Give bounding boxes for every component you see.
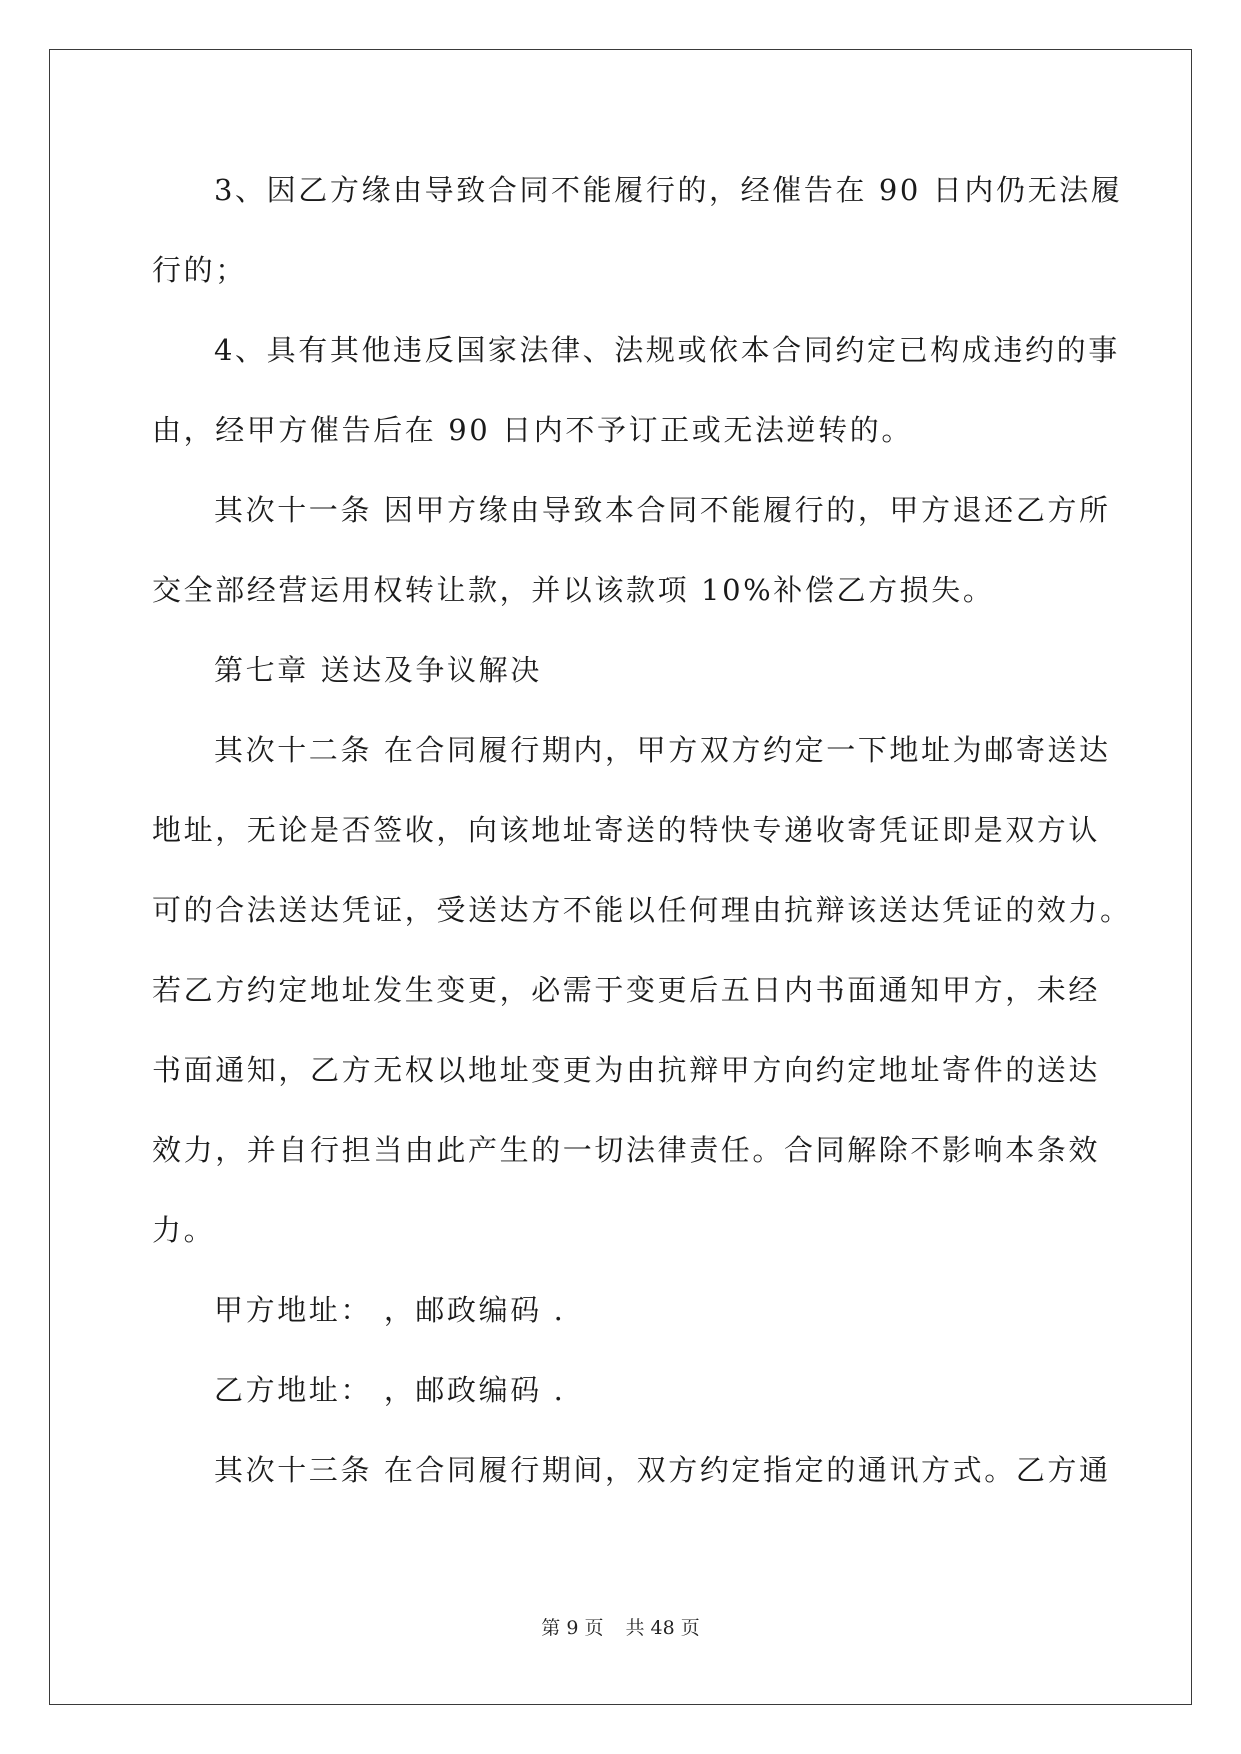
text-line: 行的； xyxy=(152,253,247,287)
party-b-address: 乙方地址： ，邮政编码 . xyxy=(214,1373,566,1407)
text-line: 其次十三条 在合同履行期间，双方约定指定的通讯方式。乙方通 xyxy=(214,1453,1111,1487)
text-line: 地址，无论是否签收，向该地址寄送的特快专递收寄凭证即是双方认 xyxy=(152,813,1101,847)
chapter-heading: 第七章 送达及争议解决 xyxy=(214,653,542,687)
text-line: 力。 xyxy=(152,1213,216,1247)
text-line: 可的合法送达凭证，受送达方不能以任何理由抗辩该送达凭证的效力。 xyxy=(152,893,1132,927)
text-line: 其次十一条 因甲方缘由导致本合同不能履行的，甲方退还乙方所 xyxy=(214,493,1111,527)
page-total: 共 48 页 xyxy=(625,1617,700,1639)
page-number: 第 9 页 xyxy=(541,1617,604,1639)
text-line: 效力，并自行担当由此产生的一切法律责任。合同解除不影响本条效 xyxy=(152,1133,1101,1167)
text-line: 交全部经营运用权转让款，并以该款项 10%补偿乙方损失。 xyxy=(152,573,995,607)
party-a-address: 甲方地址： ，邮政编码 . xyxy=(214,1293,566,1327)
text-line: 若乙方约定地址发生变更，必需于变更后五日内书面通知甲方，未经 xyxy=(152,973,1101,1007)
text-line: 4、具有其他违反国家法律、法规或依本合同约定已构成违约的事 xyxy=(214,333,1120,367)
text-line: 3、因乙方缘由导致合同不能履行的，经催告在 90 日内仍无法履 xyxy=(214,173,1123,207)
text-line: 书面通知，乙方无权以地址变更为由抗辩甲方向约定地址寄件的送达 xyxy=(152,1053,1101,1087)
text-line: 其次十二条 在合同履行期内，甲方双方约定一下地址为邮寄送达 xyxy=(214,733,1111,767)
text-line: 由，经甲方催告后在 90 日内不予订正或无法逆转的。 xyxy=(152,413,913,447)
page-footer xyxy=(0,1615,1241,1641)
